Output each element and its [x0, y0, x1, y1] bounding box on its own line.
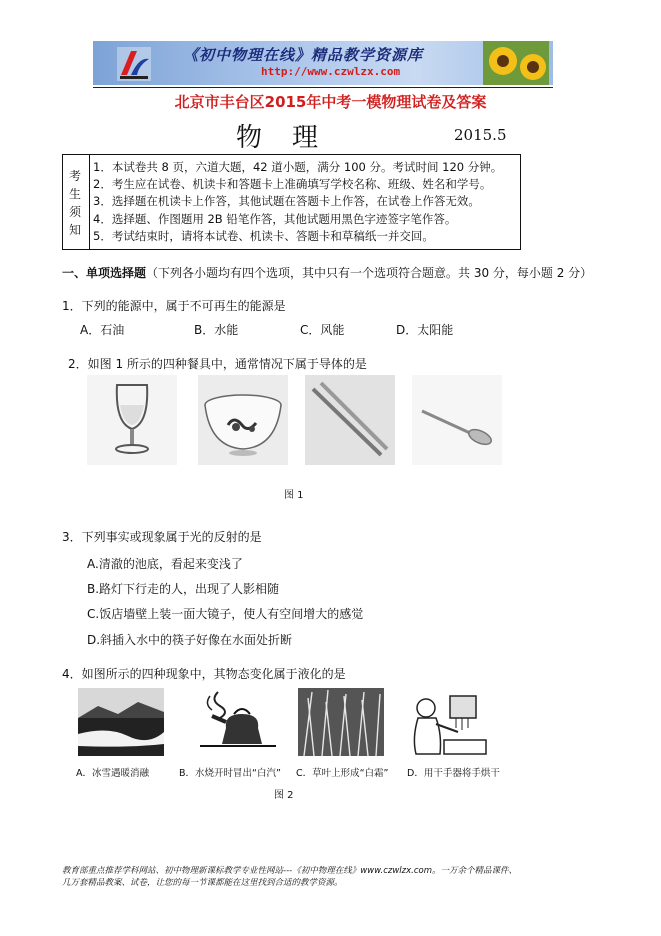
q4-caption-c: C．草叶上形成“白霜”: [296, 768, 389, 779]
q2-stem: 2．如图 1 所示的四种餐具中，通常情况下属于导体的是: [68, 357, 367, 371]
chopsticks-icon: [305, 375, 395, 465]
notice-item: 5．考试结束时，请将本试卷、机读卡、答题卡和草稿纸一并交回。: [93, 228, 434, 243]
hand-dryer-image: [404, 688, 492, 758]
header-rule: [93, 87, 553, 88]
q1-stem: 1．下列的能源中，属于不可再生的能源是: [62, 299, 286, 313]
melting-snow-image: [78, 688, 164, 756]
notice-label-char: 生: [69, 187, 82, 201]
banner-url: http://www.czwlzx.com: [261, 65, 401, 78]
metal-spoon-icon: [412, 375, 502, 465]
notice-label: [63, 155, 90, 249]
exam-date: 2015.5: [454, 126, 507, 144]
frost-grass-icon: [298, 688, 384, 756]
footer-line: 几万套精品教案、试卷，让您的每一节课都能在这里找到合适的教学资源。: [62, 878, 343, 888]
q1-option-b: B．水能: [194, 323, 239, 337]
melting-snow-icon: [78, 688, 164, 756]
q4-caption-a: A．冰雪遇暖消融: [76, 768, 149, 779]
q3-option-b: B.路灯下行走的人，出现了人影相随: [87, 582, 280, 596]
glass-cup-icon: [87, 375, 177, 465]
q4-caption-d: D．用干手器将手烘干: [407, 768, 500, 779]
document-title: 北京市丰台区2015年中考一模物理试卷及答案: [174, 93, 487, 111]
site-logo-icon: [117, 47, 151, 81]
q3-option-a: A.清澈的池底，看起来变浅了: [87, 557, 243, 571]
frost-grass-image: [298, 688, 384, 756]
q4-caption-b: B．水烧开时冒出“白汽”: [179, 768, 281, 779]
hand-dryer-icon: [404, 688, 492, 758]
notice-label-char: 考: [69, 169, 82, 183]
section-heading: [62, 264, 592, 281]
notice-label-char: 知: [69, 223, 82, 237]
banner-title: 《初中物理在线》精品教学资源库: [183, 46, 424, 64]
q3-stem: 3．下列事实或现象属于光的反射的是: [62, 530, 262, 544]
ceramic-bowl-image: [198, 375, 288, 465]
boiling-kettle-image: [190, 688, 282, 756]
q3-option-d: D.斜插入水中的筷子好像在水面处折断: [87, 633, 293, 647]
q3-option-c: C.饭店墙壁上装一面大镜子，使人有空间增大的感觉: [87, 607, 364, 621]
notice-item: 1．本试卷共 8 页，六道大题，42 道小题，满分 100 分。考试时间 120 分钟。: [93, 160, 503, 174]
notice-item: 3．选择题在机读卡上作答，其他试题在答题卡上作答，在试卷上作答无效。: [93, 194, 480, 209]
section-note: （下列各小题均有四个选项，其中只有一个选项符合题意。共 30 分，每小题 2 分）: [146, 266, 593, 280]
sunflower-icon: [483, 41, 549, 85]
figure-1-label: 图 1: [284, 490, 304, 501]
footer-line: 教育部重点推荐学科网站、初中物理新课标教学专业性网站---《初中物理在线》www.czwlzx.com。一万余个精品课件、: [62, 866, 518, 876]
q4-stem: 4．如图所示的四种现象中，其物态变化属于液化的是: [62, 667, 346, 681]
section-title: 一、单项选择题: [62, 266, 147, 280]
q1-option-d: D．太阳能: [396, 323, 454, 337]
metal-spoon-image: [412, 375, 502, 465]
figure-2-label: 图 2: [274, 790, 294, 801]
notice-label-char: 须: [69, 205, 82, 219]
q1-option-c: C．风能: [300, 323, 345, 337]
notice-item: 2．考生应在试卷、机读卡和答题卡上准确填写学校名称、班级、姓名和学号。: [93, 177, 492, 192]
boiling-kettle-icon: [190, 688, 282, 756]
ceramic-bowl-icon: [198, 375, 288, 465]
notice-item: 4．选择题、作图题用 2B 铅笔作答，其他试题用黑色字迹签字笔作答。: [93, 211, 457, 226]
chopsticks-image: [305, 375, 395, 465]
page-footer: [62, 865, 622, 889]
notice-items: [93, 159, 502, 245]
candidate-notice-box: [62, 154, 521, 250]
glass-cup-image: [87, 375, 177, 465]
site-banner: [93, 41, 553, 85]
q1-option-a: A．石油: [80, 323, 125, 337]
subject-heading: 物理: [236, 123, 349, 153]
